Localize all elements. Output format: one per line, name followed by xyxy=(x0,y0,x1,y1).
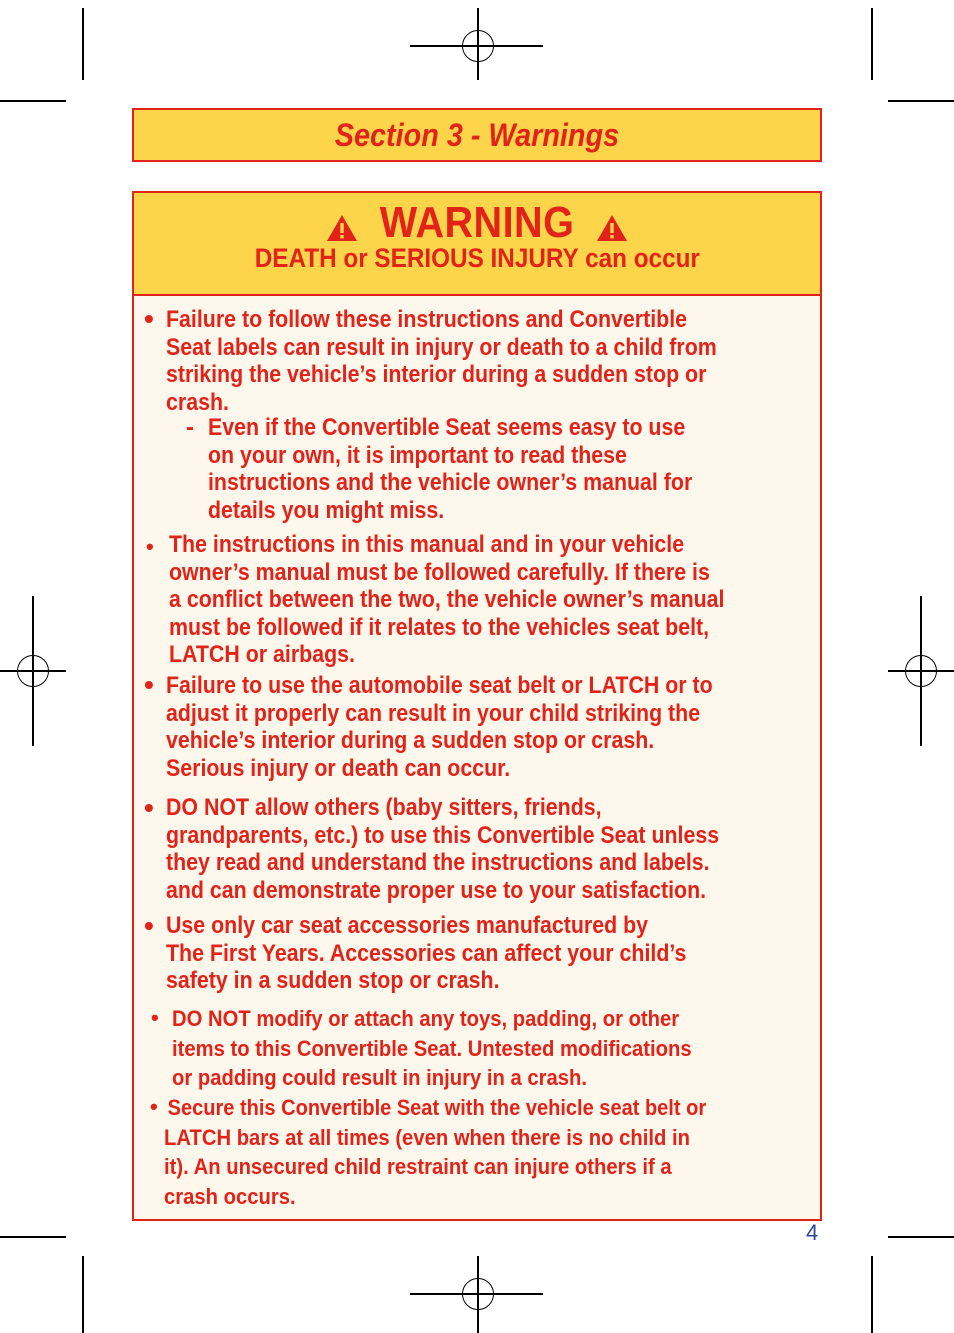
bullet-line: it). An unsecured child restraint can injure others if a xyxy=(164,1154,672,1179)
bullet-line: owner’s manual must be followed carefully. If there is xyxy=(169,558,710,586)
sub-bullet-dash: - xyxy=(186,414,194,441)
sub-bullet-line: instructions and the vehicle owner’s manual for xyxy=(208,469,693,496)
warning-triangle-icon xyxy=(325,213,359,243)
bullet-line: Use only car seat accessories manufactured by xyxy=(166,912,649,939)
bullet-line: Secure this Convertible Seat with the vehicle seat belt or xyxy=(167,1095,707,1120)
bullet-dot: • xyxy=(144,792,154,823)
bullet-dot: • xyxy=(150,1094,158,1119)
bullet-dot: • xyxy=(144,910,154,941)
bullet-line: DO NOT allow others (baby sitters, friends, xyxy=(166,794,602,821)
bullet-line: and can demonstrate proper use to your satisfaction. xyxy=(166,876,707,904)
warning-subtitle-text: DEATH or SERIOUS INJURY can occur xyxy=(254,243,700,273)
bullet-line: LATCH bars at all times (even when there is no child in xyxy=(164,1124,690,1150)
bullet-line: The First Years. Accessories can affect your child’s xyxy=(166,939,687,967)
bullet-item xyxy=(164,1093,760,1211)
warning-subtitle xyxy=(134,243,820,274)
bullet-item xyxy=(166,306,785,416)
crop-mark xyxy=(0,1236,66,1238)
bullet-line: Failure to follow these instructions and Convertible xyxy=(166,306,688,333)
crop-mark xyxy=(888,100,954,102)
warning-triangle-icon xyxy=(595,213,629,243)
crop-mark xyxy=(82,8,84,80)
bullet-line: grandparents, etc.) to use this Convertible Seat unless xyxy=(166,821,720,849)
warning-title: WARNING xyxy=(379,198,575,247)
bullet-dot: • xyxy=(146,534,154,559)
bullet-dot: • xyxy=(151,1005,159,1030)
bullet-dot: • xyxy=(144,669,154,700)
bullet-line: vehicle’s interior during a sudden stop or crash. xyxy=(166,727,655,754)
bullet-line: LATCH or airbags. xyxy=(169,641,355,668)
bullet-line: crash occurs. xyxy=(164,1183,296,1209)
crop-mark xyxy=(888,1236,954,1238)
bullet-line: safety in a sudden stop or crash. xyxy=(166,967,500,994)
bullet-line: DO NOT modify or attach any toys, padding, or other xyxy=(172,1006,680,1031)
section-title: Section 3 - Warnings xyxy=(334,116,620,153)
bullet-line: they read and understand the instructions and labels. xyxy=(166,849,710,876)
bullet-line: Failure to use the automobile seat belt or LATCH or to xyxy=(166,672,713,699)
crop-mark xyxy=(0,100,66,102)
bullet-item xyxy=(172,1004,737,1093)
sub-bullet-line: details you might miss. xyxy=(208,496,445,524)
bullet-line: must be followed if it relates to the vehicles seat belt, xyxy=(169,613,710,641)
bullet-line: adjust it properly can result in your child striking the xyxy=(166,699,701,727)
bullet-line: crash. xyxy=(166,388,229,416)
crop-mark xyxy=(82,1256,84,1333)
sub-bullet-line: Even if the Convertible Seat seems easy to use xyxy=(208,414,686,441)
crop-mark xyxy=(871,8,873,80)
bullet-line: Serious injury or death can occur. xyxy=(166,754,511,782)
sub-bullet-line: on your own, it is important to read these xyxy=(208,441,627,469)
bullet-line: items to this Convertible Seat. Untested modifications xyxy=(172,1035,692,1061)
bullet-dot: • xyxy=(144,303,154,334)
bullet-item xyxy=(169,531,793,669)
warning-title-row xyxy=(134,197,820,249)
bullet-line: Seat labels can result in injury or death to a child from xyxy=(166,333,717,361)
bullet-line: or padding could result in injury in a crash. xyxy=(172,1065,587,1090)
section-title-bar xyxy=(132,108,822,162)
bullet-item xyxy=(166,912,751,995)
bullet-item xyxy=(166,672,780,782)
bullet-line: The instructions in this manual and in your vehicle xyxy=(169,531,685,558)
crop-mark xyxy=(871,1256,873,1333)
bullet-item xyxy=(166,794,787,904)
sub-bullet-item xyxy=(208,414,752,524)
warning-header xyxy=(134,193,820,296)
page-number: 4 xyxy=(806,1220,819,1245)
bullet-line: striking the vehicle’s interior during a sudden stop or xyxy=(166,361,707,388)
bullet-line: a conflict between the two, the vehicle owner’s manual xyxy=(169,586,725,613)
